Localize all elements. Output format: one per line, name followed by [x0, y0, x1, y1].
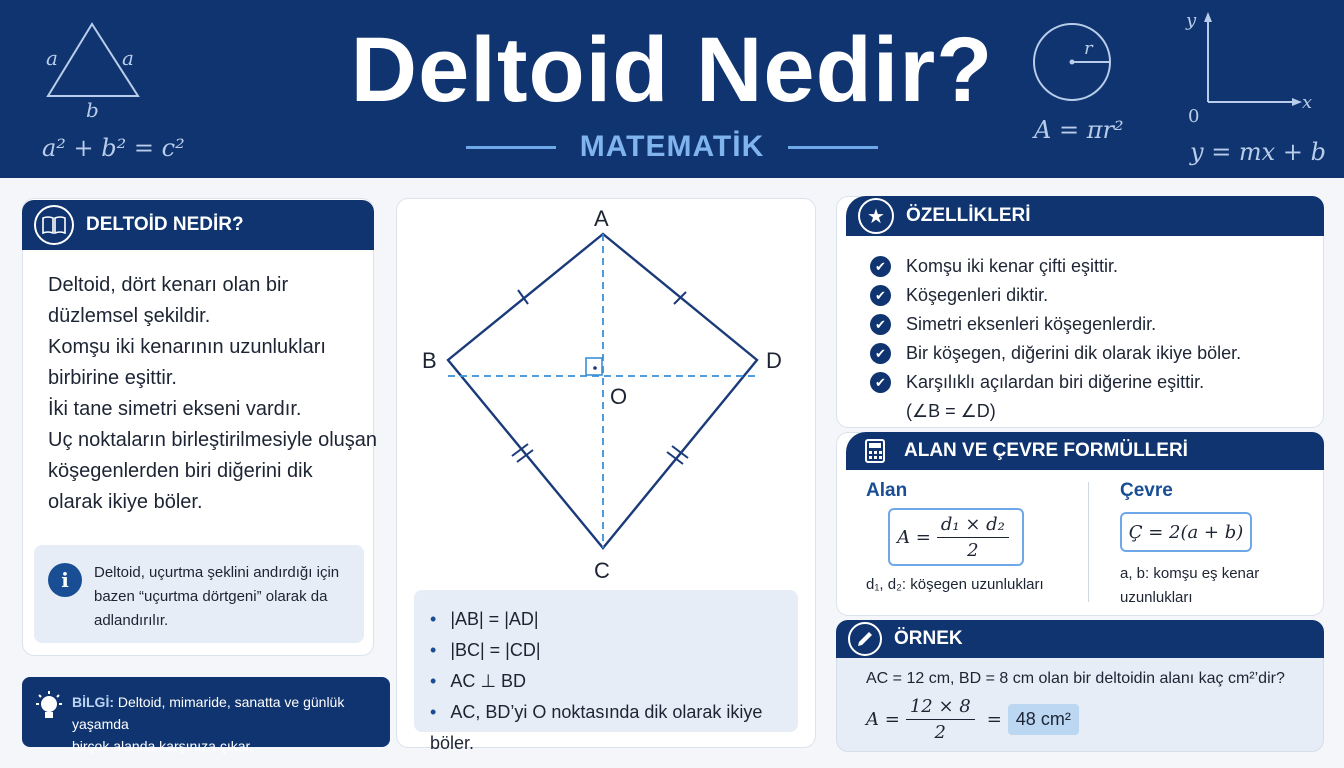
property-text: Köşegenleri diktir. [906, 285, 1049, 305]
perimeter-note-line: a, b: komşu eş kenar [1120, 565, 1260, 582]
deco-side-right: a [122, 46, 134, 70]
deco-axis-x: x [1302, 92, 1313, 113]
example-denominator: 2 [934, 722, 946, 743]
deco-base: b [86, 98, 99, 122]
example-equals: = [986, 709, 1002, 730]
check-icon: ✔ [870, 256, 891, 277]
deltoid-diagram [396, 198, 816, 588]
vertex-d-label: D [766, 348, 782, 373]
perimeter-note [1120, 562, 1259, 610]
right-angle-mark [586, 358, 602, 375]
vertex-a-label: A [594, 206, 609, 231]
example-question: AC = 12 cm, BD = 8 cm olan bir deltoidin alanı kaç cm²’dir? [866, 670, 1285, 687]
example-header [836, 620, 1324, 658]
definition-line: köşegenlerden biri diğerini dik [48, 460, 313, 482]
area-numerator: d₁ × d₂ [937, 514, 1009, 538]
property-item [868, 339, 1241, 368]
example-answer: 48 cm² [1008, 704, 1079, 735]
definition-header [22, 200, 374, 250]
star-icon: ★ [858, 198, 894, 234]
example-fraction [906, 696, 975, 743]
info-icon: i [48, 563, 82, 597]
property-item [868, 252, 1241, 281]
bilgi-text [72, 691, 390, 757]
area-note: d₁, d₂: köşegen uzunlukları [866, 576, 1044, 593]
formula-divider [1088, 482, 1089, 602]
info-text [94, 561, 339, 633]
info-line: bazen “uçurtma dörtgeni” olarak da [94, 588, 328, 605]
fact-item: • |BC| = |CD| [430, 635, 798, 666]
info-line: Deltoid, uçurtma şeklini andırdığı için [94, 564, 340, 581]
lightbulb-icon [34, 691, 64, 725]
definition-line: Uç noktaların birleştirilmesiyle oluşan [48, 429, 378, 451]
example-heading: ÖRNEK [894, 628, 963, 649]
example-solution [866, 696, 1079, 743]
area-title: Alan [866, 480, 908, 501]
circle-icon [1032, 22, 1114, 104]
bilgi-line-1: Deltoid, mimaride, sanatta ve günlük yaşamda [72, 694, 345, 732]
check-icon: ✔ [870, 314, 891, 335]
perimeter-expression: Ç = 2(a + b) [1128, 521, 1244, 543]
bilgi-label: BİLGİ: [72, 694, 114, 710]
property-text: Bir köşegen, diğerini dik olarak ikiye böler. [906, 343, 1242, 363]
fact-item: • AC, BD’yi O noktasında dik olarak ikiye böler. [430, 697, 798, 759]
example-lhs: A = [866, 709, 900, 730]
definition-line: düzlemsel şekildir. [48, 305, 211, 327]
header-banner [0, 0, 1344, 178]
property-text: Komşu iki kenar çifti eşittir. [906, 256, 1119, 276]
perimeter-note-line: uzunlukları [1120, 589, 1193, 606]
center-point [593, 366, 597, 370]
deco-circle-area: A = πr² [1034, 116, 1124, 144]
book-icon [34, 205, 74, 245]
deco-axis-y: y [1186, 10, 1197, 31]
definition-heading: DELTOİD NEDİR? [86, 214, 244, 235]
check-icon: ✔ [870, 343, 891, 364]
info-box [34, 545, 364, 643]
example-numerator: 12 × 8 [906, 696, 975, 720]
property-item [868, 281, 1241, 310]
properties-list [868, 252, 1241, 426]
deco-axis-origin: 0 [1188, 106, 1200, 127]
fact-item: • |AB| = |AD| [430, 604, 798, 635]
subtitle-divider-right [788, 146, 878, 149]
calculator-icon [858, 434, 892, 468]
vertex-c-label: C [594, 558, 610, 583]
perimeter-title: Çevre [1120, 480, 1173, 501]
property-text: Simetri eksenleri köşegenlerdir. [906, 314, 1157, 334]
formulas-heading: ALAN VE ÇEVRE FORMÜLLERİ [904, 440, 1188, 461]
subtitle-divider-left [466, 146, 556, 149]
property-note: (∠B = ∠D) [906, 401, 996, 421]
fact-item: • AC ⊥ BD [430, 666, 798, 697]
definition-line: Komşu iki kenarının uzunlukları [48, 336, 326, 358]
center-label: O [610, 384, 628, 409]
pencil-icon [848, 622, 882, 656]
property-item [868, 310, 1241, 339]
check-icon: ✔ [870, 285, 891, 306]
deco-side-left: a [46, 46, 58, 70]
vertex-b-label: B [422, 348, 437, 373]
property-item [868, 368, 1241, 426]
subtitle: MATEMATİK [579, 130, 765, 163]
check-icon: ✔ [870, 372, 891, 393]
deco-line-equation: y = mx + b [1190, 138, 1326, 166]
formulas-header [846, 432, 1324, 470]
bilgi-line-2: birçok alanda karşınıza çıkar. [72, 738, 254, 754]
area-denominator: 2 [967, 539, 979, 561]
definition-line: Deltoid, dört kenarı olan bir [48, 274, 289, 296]
page-title: Deltoid Nedir? [350, 19, 994, 121]
deco-radius: r [1084, 38, 1093, 59]
bilgi-banner [22, 677, 390, 754]
area-formula [888, 508, 1024, 566]
properties-heading: ÖZELLİKLERİ [906, 205, 1031, 226]
definition-line: İki tane simetri ekseni vardır. [48, 398, 302, 420]
definition-text [48, 270, 377, 518]
definition-line: olarak ikiye böler. [48, 491, 203, 513]
perimeter-formula [1120, 512, 1252, 552]
properties-header [846, 196, 1324, 236]
axes-icon [1196, 10, 1306, 120]
area-fraction [937, 514, 1009, 561]
area-lhs: A = [897, 526, 931, 548]
deco-pythagoras: a² + b² = c² [42, 134, 185, 162]
facts-box [414, 590, 798, 753]
property-text: Karşılıklı açılardan biri diğerine eşittir. [906, 372, 1205, 392]
definition-line: birbirine eşittir. [48, 367, 177, 389]
subtitle-row [0, 130, 1344, 164]
info-line: adlandırılır. [94, 612, 169, 629]
